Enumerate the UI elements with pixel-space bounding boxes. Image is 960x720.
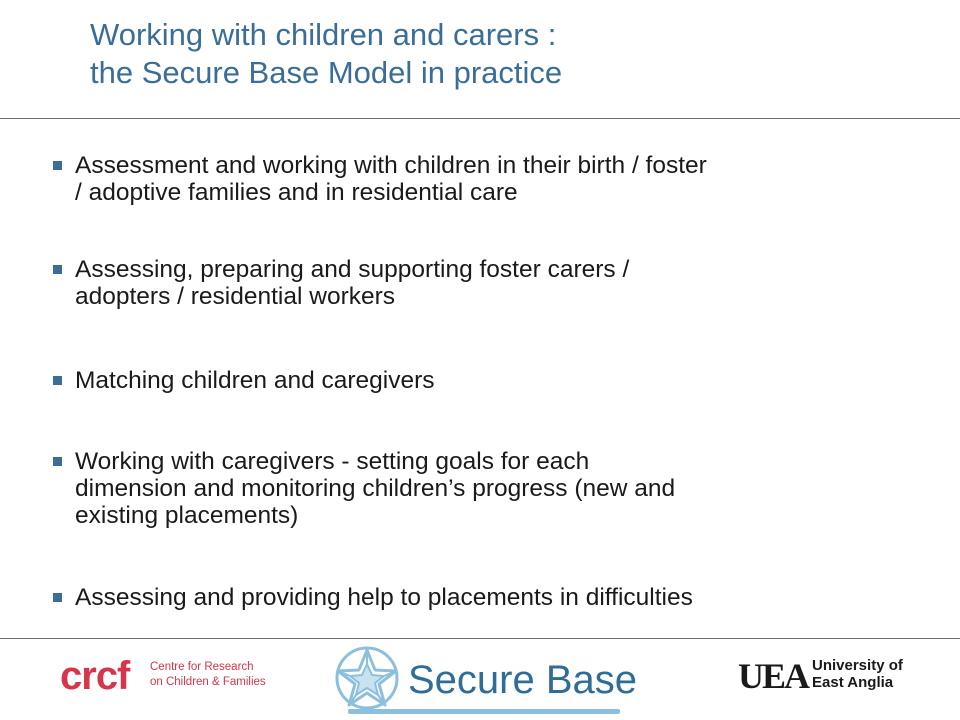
secure-base-wordmark: Secure Base	[408, 658, 638, 702]
slide-title-line-2: the Secure Base Model in practice	[90, 55, 563, 90]
bullet-text-line: existing placements)	[75, 502, 299, 529]
top-divider	[0, 118, 960, 119]
square-bullet-icon	[53, 593, 62, 602]
crcf-logo-mark: crcf	[60, 654, 130, 698]
slide-title-line-1: Working with children and carers :	[90, 17, 557, 52]
square-bullet-icon	[53, 457, 62, 466]
square-bullet-icon	[53, 265, 62, 274]
slide-title	[90, 16, 940, 92]
secure-base-logo	[334, 645, 638, 715]
bottom-divider	[0, 638, 960, 639]
uea-logo-line-2: East Anglia	[812, 674, 894, 691]
crcf-logo-line-1: Centre for Research	[150, 661, 254, 673]
secure-base-star-icon	[334, 645, 404, 711]
bullet-text-line: Assessment and working with children in their birth / foster	[75, 152, 707, 179]
bullet-text-line: Working with caregivers - setting goals for each	[75, 448, 590, 475]
square-bullet-icon	[53, 161, 62, 170]
bullet-text-line: Assessing, preparing and supporting foster carers /	[75, 256, 630, 283]
bullet-text-line: Assessing and providing help to placements in difficulties	[75, 584, 693, 611]
crcf-logo-line-2: on Children & Families	[150, 676, 266, 688]
bullet-text-line: Matching children and caregivers	[75, 367, 435, 394]
uea-logo-line-1: University of	[812, 657, 903, 674]
bullet-text-line: / adoptive families and in residential care	[75, 179, 518, 206]
uea-logo-text	[812, 657, 903, 691]
crcf-logo-text	[150, 660, 266, 690]
square-bullet-icon	[53, 376, 62, 385]
bullet-text-line: dimension and monitoring children’s progress (new and	[75, 475, 676, 502]
secure-base-underline	[348, 709, 620, 714]
bullet-text-line: adopters / residential workers	[75, 283, 396, 310]
uea-logo-mark: UEA	[738, 656, 809, 696]
